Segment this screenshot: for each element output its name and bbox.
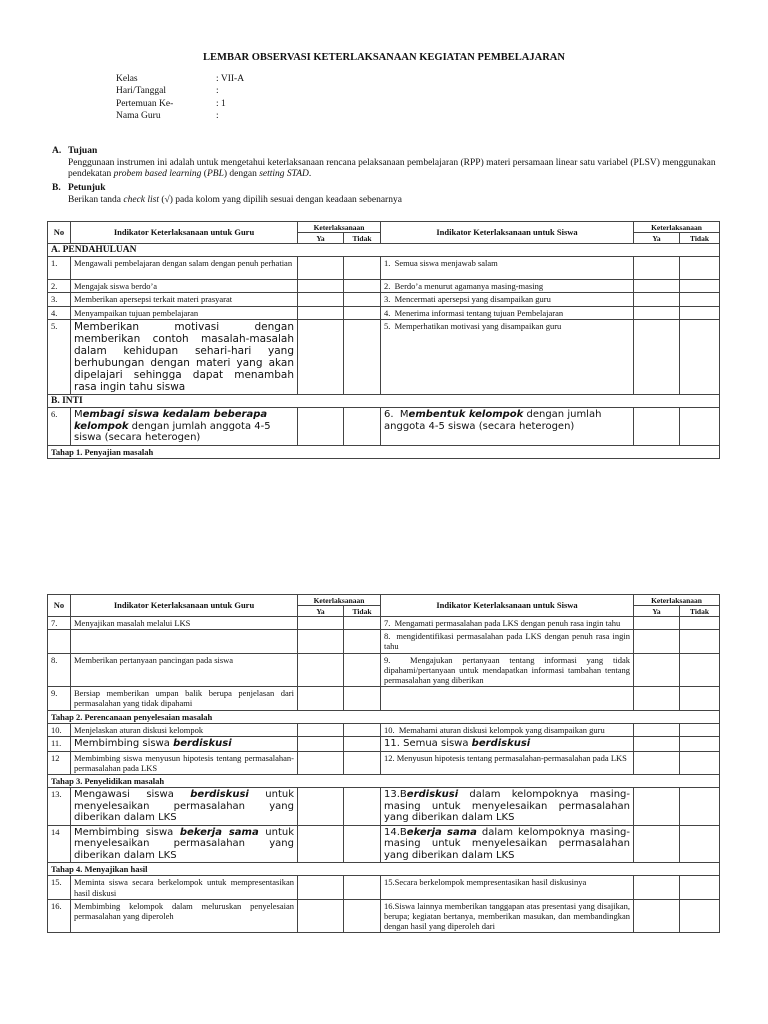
check-cell-tidak[interactable] — [680, 737, 720, 752]
empty-cell — [381, 687, 634, 710]
check-cell-tidak[interactable] — [344, 825, 381, 863]
row-number: 11. — [384, 738, 400, 750]
check-cell-tidak[interactable] — [680, 876, 720, 899]
check-cell-tidak[interactable] — [680, 257, 720, 280]
meta-label: Hari/Tanggal — [116, 86, 166, 97]
table-row — [48, 653, 720, 687]
table-row — [48, 617, 720, 630]
text-em: setting STAD — [259, 169, 309, 179]
table-row — [48, 899, 720, 933]
text: ) dengan — [223, 169, 260, 179]
guru-indicator — [71, 788, 298, 826]
guru-indicator: Mengawali pembelajaran dengan salam dengan penuh perhatian — [71, 257, 298, 280]
row-number: 14 — [48, 825, 71, 863]
check-cell-ya[interactable] — [298, 617, 344, 630]
text: dengan jumlah anggota 4-5 siswa (secara heterogen) — [74, 420, 271, 444]
row-number: 15. — [384, 877, 395, 888]
check-cell-ya[interactable] — [298, 687, 344, 710]
check-cell-ya[interactable] — [634, 899, 680, 933]
row-number: 14. — [384, 826, 400, 838]
text: Penggunaan instrumen ini adalah untuk mengetahui keterlaksanaan rencana pelaksanaan pembelajaran (RPP) materi persamaan linear satu variabel (PLSV) menggunakan pendekatan — [68, 157, 716, 179]
check-cell-ya[interactable] — [634, 630, 680, 653]
check-cell-tidak[interactable] — [344, 306, 381, 319]
header-tidak: Tidak — [344, 233, 381, 244]
guru-indicator: Memberikan motivasi dengan memberikan contoh masalah-masalah dalam kehidupan sehari-hari yang berhubungan dengan materi yang akan dipelajari sehingga dapat menambah rasa ingin tahu siswa — [71, 319, 298, 394]
check-cell-tidak[interactable] — [344, 293, 381, 306]
siswa-indicator — [381, 617, 634, 630]
siswa-indicator — [381, 899, 634, 933]
guru-indicator: Mengajak siswa berdo’a — [71, 280, 298, 293]
check-cell-ya[interactable] — [634, 653, 680, 687]
siswa-indicator — [381, 630, 634, 653]
siswa-indicator — [381, 408, 634, 446]
check-cell-tidak[interactable] — [680, 630, 720, 653]
text-em: berdiskusi — [190, 789, 249, 801]
guru-indicator: Memberikan apersepsi terkait materi prasyarat — [71, 293, 298, 306]
check-cell-ya[interactable] — [298, 788, 344, 826]
guru-indicator: Membimbing kelompok dalam meluruskan penyelesaian permasalahan yang diperoleh — [71, 899, 298, 933]
meta-value: : 1 — [216, 98, 226, 109]
check-cell-tidak[interactable] — [680, 788, 720, 826]
text: . — [308, 169, 312, 179]
siswa-text: Mencermati apersepsi yang disampaikan guru — [394, 294, 551, 305]
check-cell-tidak[interactable] — [344, 630, 381, 653]
table-row — [48, 319, 720, 394]
phase-row — [48, 445, 720, 458]
header-ya: Ya — [298, 606, 344, 617]
siswa-indicator — [381, 257, 634, 280]
guru-indicator: Meminta siswa secara berkelompok untuk mempresentasikan hasil diskusi — [71, 876, 298, 899]
check-cell-tidak[interactable] — [680, 617, 720, 630]
meta-value: : VII-A — [216, 74, 245, 84]
check-cell-ya[interactable] — [298, 280, 344, 293]
check-cell-ya[interactable] — [298, 751, 344, 774]
text: B — [399, 826, 407, 838]
check-cell-tidak[interactable] — [344, 257, 381, 280]
row-number: 5. — [384, 320, 391, 331]
check-cell-ya[interactable] — [298, 319, 344, 394]
check-cell-tidak[interactable] — [680, 306, 720, 319]
guru-indicator: Menyampaikan tujuan pembelajaran — [71, 306, 298, 319]
siswa-indicator — [381, 723, 634, 736]
text: M — [399, 409, 409, 421]
table-row — [48, 280, 720, 293]
phase-row — [48, 710, 720, 723]
section-cell: B. INTI — [48, 394, 720, 407]
meta-info — [116, 73, 244, 123]
observation-table-1 — [47, 221, 720, 459]
row-number: 2. — [48, 280, 71, 293]
text: Membimbing siswa — [74, 738, 174, 750]
row-number: 9. — [384, 654, 391, 665]
siswa-indicator — [381, 825, 634, 863]
row-number: 8. — [48, 653, 71, 687]
check-cell-ya[interactable] — [634, 751, 680, 774]
check-cell-ya[interactable] — [298, 408, 344, 446]
guru-indicator: Bersiap memberikan umpan balik berupa penjelasan dari permasalahan yang tidak dipahami — [71, 687, 298, 710]
check-cell-tidak[interactable] — [344, 319, 381, 394]
check-cell-tidak[interactable] — [344, 788, 381, 826]
row-number: 12. — [384, 752, 395, 763]
empty-cell — [71, 630, 298, 653]
siswa-indicator — [381, 788, 634, 826]
table-row — [48, 825, 720, 863]
siswa-indicator — [381, 319, 634, 394]
section-heading — [52, 146, 720, 158]
check-cell-tidak[interactable] — [680, 319, 720, 394]
row-number: 16. — [48, 899, 71, 933]
guru-indicator: Menjelaskan aturan diskusi kelompok — [71, 723, 298, 736]
meta-value: : — [216, 86, 219, 97]
text: dengan jumlah anggota 4-5 siswa (secara heterogen) — [384, 409, 602, 432]
siswa-text: Menyusun hipotesis tentang permasalahan-permasalahan pada LKS — [396, 752, 627, 763]
check-cell-ya[interactable] — [634, 876, 680, 899]
check-cell-ya[interactable] — [634, 293, 680, 306]
row-number: 8. — [384, 631, 391, 642]
siswa-indicator — [381, 737, 634, 752]
row-number: 9. — [48, 687, 71, 710]
check-cell-tidak[interactable] — [680, 825, 720, 863]
check-cell-tidak[interactable] — [344, 687, 381, 710]
check-cell-tidak[interactable] — [344, 751, 381, 774]
meta-value: : — [216, 111, 219, 122]
text: dalam kelompoknya masing-masing untuk menyelesaikan permasalahan yang diberikan dalam LKS — [384, 826, 630, 861]
text: dalam kelompoknya masing-masing untuk menyelesaikan permasalahan yang diberikan dalam LKS — [384, 789, 630, 824]
header-tidak: Tidak — [344, 606, 381, 617]
row-number: 1. — [384, 258, 391, 269]
check-cell-tidak[interactable] — [680, 751, 720, 774]
table-row — [48, 788, 720, 826]
section-cell: A. PENDAHULUAN — [48, 244, 720, 257]
row-number: 7. — [384, 618, 391, 628]
text: untuk menyelesaikan permasalahan yang diberikan dalam LKS — [74, 789, 294, 824]
row-number: 12 — [48, 751, 71, 774]
header-no: No — [48, 222, 71, 244]
table-row — [48, 630, 720, 653]
row-number: 2. — [384, 281, 391, 292]
section-heading — [52, 183, 720, 195]
table-row — [48, 293, 720, 306]
header-ya: Ya — [298, 233, 344, 244]
table-row — [48, 876, 720, 899]
text-em: ekerja sama — [406, 826, 477, 838]
check-cell-ya[interactable] — [298, 876, 344, 899]
siswa-text: Secara berkelompok mempresentasikan hasil diskusinya — [394, 877, 587, 888]
table-row — [48, 737, 720, 752]
text-em: embentuk kelompok — [408, 409, 524, 421]
header-keterlaksanaan: Keterlaksanaan — [634, 222, 720, 233]
siswa-indicator — [381, 653, 634, 687]
text: Mengawasi siswa — [74, 789, 191, 801]
row-number: 1. — [48, 257, 71, 280]
row-number: 4. — [384, 307, 391, 318]
header-siswa: Indikator Keterlaksanaan untuk Siswa — [381, 595, 634, 617]
meta-row-pertemuan — [116, 98, 244, 110]
check-cell-ya[interactable] — [298, 293, 344, 306]
row-number: 10. — [48, 723, 71, 736]
guru-indicator: Membimbing siswa menyusun hipotesis tentang permasalahan-permasalahan pada LKS — [71, 751, 298, 774]
header-guru: Indikator Keterlaksanaan untuk Guru — [71, 595, 298, 617]
check-cell-ya[interactable] — [298, 899, 344, 933]
header-keterlaksanaan: Keterlaksanaan — [298, 595, 381, 606]
header-no: No — [48, 595, 71, 617]
guru-indicator: Menyajikan masalah melalui LKS — [71, 617, 298, 630]
text: B — [399, 789, 407, 801]
header-keterlaksanaan: Keterlaksanaan — [298, 222, 381, 233]
check-cell-tidak[interactable] — [344, 408, 381, 446]
check-cell-tidak[interactable] — [344, 653, 381, 687]
check-cell-ya[interactable] — [298, 306, 344, 319]
meta-label: Pertemuan Ke- — [116, 98, 174, 109]
row-number: 6. — [48, 408, 71, 446]
check-cell-ya[interactable] — [634, 723, 680, 736]
phase-cell: Tahap 4. Menyajikan hasil — [48, 863, 720, 876]
check-cell-ya[interactable] — [634, 687, 680, 710]
phase-row — [48, 774, 720, 787]
observation-table-2 — [47, 594, 720, 933]
text: Membimbing siswa — [74, 826, 180, 838]
phase-row — [48, 863, 720, 876]
siswa-text: Semua siswa menjawab salam — [394, 258, 498, 269]
check-cell-tidak[interactable] — [344, 737, 381, 752]
check-cell-tidak[interactable] — [680, 293, 720, 306]
check-cell-ya[interactable] — [634, 825, 680, 863]
siswa-text: Memahami aturan diskusi kelompok yang disampaikan guru — [398, 724, 605, 735]
header-siswa: Indikator Keterlaksanaan untuk Siswa — [381, 222, 634, 244]
phase-cell: Tahap 3. Penyelidikan masalah — [48, 774, 720, 787]
siswa-indicator — [381, 751, 634, 774]
section-row — [48, 244, 720, 257]
check-cell-tidak[interactable] — [680, 723, 720, 736]
text: Berikan tanda — [68, 194, 124, 205]
table-row — [48, 751, 720, 774]
text-em: erdiskusi — [406, 789, 459, 801]
table-row — [48, 408, 720, 446]
section-tujuan — [52, 146, 720, 181]
page-title: LEMBAR OBSERVASI KETERLAKSANAAN KEGIATAN PEMBELAJARAN — [203, 52, 565, 63]
check-cell-tidak[interactable] — [680, 408, 720, 446]
text: Semua siswa — [403, 738, 472, 750]
row-number: 15. — [48, 876, 71, 899]
header-ya: Ya — [634, 233, 680, 244]
row-number: 4. — [48, 306, 71, 319]
row-number: 7. — [48, 617, 71, 630]
section-petunjuk — [52, 183, 720, 206]
siswa-text: Siswa lainnya memberikan tanggapan atas presentasi yang disajikan, berupa; kegiatan bertanya, memberikan masukan, dan membandingkan dengan hasil yang diperoleh dari — [384, 900, 630, 932]
siswa-text: Memperhatikan motivasi yang disampaikan guru — [394, 320, 562, 331]
check-cell-ya[interactable] — [298, 825, 344, 863]
row-number: 6. — [384, 409, 394, 421]
check-cell-ya[interactable] — [634, 280, 680, 293]
siswa-indicator — [381, 293, 634, 306]
check-cell-ya[interactable] — [298, 723, 344, 736]
check-cell-tidak[interactable] — [680, 653, 720, 687]
check-cell-ya[interactable] — [298, 257, 344, 280]
check-cell-tidak[interactable] — [344, 876, 381, 899]
text-em: PBL — [206, 169, 224, 179]
section-body — [52, 195, 720, 207]
check-cell-tidak[interactable] — [680, 280, 720, 293]
phase-cell: Tahap 2. Perencanaan penyelesaian masalah — [48, 710, 720, 723]
text-em: berdiskusi — [173, 738, 232, 750]
siswa-indicator — [381, 306, 634, 319]
row-number: 13. — [48, 788, 71, 826]
text: ( — [201, 169, 207, 179]
check-cell-ya[interactable] — [634, 737, 680, 752]
siswa-text: Mengajukan pertanyaan tentang informasi yang tidak dipahami/pertanyaan untuk mendapatkan informasi tambahan tentang permasalahan yang diberikan — [384, 654, 630, 686]
text: M — [74, 409, 83, 421]
empty-cell — [48, 630, 71, 653]
check-cell-tidak[interactable] — [344, 280, 381, 293]
section-body — [52, 158, 720, 181]
meta-row-hari — [116, 85, 244, 97]
text-em: berdiskusi — [471, 738, 531, 750]
row-number: 3. — [48, 293, 71, 306]
table-row — [48, 257, 720, 280]
section-row — [48, 394, 720, 407]
text-em: bekerja sama — [179, 826, 259, 838]
guru-indicator — [71, 825, 298, 863]
table-row — [48, 687, 720, 710]
siswa-text: Berdo’a menurut agamanya masing-masing — [394, 281, 544, 292]
row-number: 11. — [48, 737, 71, 752]
siswa-indicator — [381, 876, 634, 899]
check-cell-tidak[interactable] — [680, 687, 720, 710]
header-keterlaksanaan: Keterlaksanaan — [634, 595, 720, 606]
text-em: embagi siswa kedalam beberapa kelompok — [74, 409, 268, 432]
check-cell-tidak[interactable] — [344, 723, 381, 736]
header-ya: Ya — [634, 606, 680, 617]
row-number: 13. — [384, 789, 400, 801]
check-cell-tidak[interactable] — [344, 899, 381, 933]
guru-indicator — [71, 737, 298, 752]
header-tidak: Tidak — [680, 606, 720, 617]
check-cell-tidak[interactable] — [680, 899, 720, 933]
text: untuk menyelesaikan permasalahan yang diberikan dalam LKS — [74, 826, 295, 861]
header-guru: Indikator Keterlaksanaan untuk Guru — [71, 222, 298, 244]
table-row — [48, 723, 720, 736]
row-number: 10. — [384, 724, 395, 735]
section-label: B. — [52, 183, 61, 193]
check-cell-ya[interactable] — [634, 306, 680, 319]
text-em: probem based learning — [113, 169, 202, 179]
guru-indicator: Memberikan pertanyaan pancingan pada siswa — [71, 653, 298, 687]
meta-row-guru — [116, 110, 244, 122]
check-cell-ya[interactable] — [634, 617, 680, 630]
check-cell-ya[interactable] — [634, 257, 680, 280]
table-row — [48, 306, 720, 319]
meta-row-kelas — [116, 73, 244, 85]
row-number: 16. — [384, 900, 395, 911]
siswa-text: mengidentifikasi permasalahan pada LKS dengan penuh rasa ingin tahu — [384, 631, 630, 652]
meta-label: Kelas — [116, 74, 138, 84]
check-cell-ya[interactable] — [634, 319, 680, 394]
check-cell-ya[interactable] — [634, 788, 680, 826]
guru-indicator — [71, 408, 298, 446]
section-title: Tujuan — [68, 146, 98, 156]
siswa-indicator — [381, 280, 634, 293]
siswa-text: Menerima informasi tentang tujuan Pembelajaran — [394, 307, 564, 318]
check-cell-ya[interactable] — [298, 653, 344, 687]
phase-cell: Tahap 1. Penyajian masalah — [48, 445, 720, 458]
section-label: A. — [52, 146, 62, 156]
row-number: 3. — [384, 294, 391, 305]
text: (√) pada kolom yang dipilih sesuai dengan keadaan sebenarnya — [159, 194, 402, 205]
section-title: Petunjuk — [68, 183, 106, 193]
check-cell-ya[interactable] — [298, 630, 344, 653]
check-cell-ya[interactable] — [634, 408, 680, 446]
header-tidak: Tidak — [680, 233, 720, 244]
text-em: check list — [123, 194, 160, 205]
meta-label: Nama Guru — [116, 111, 161, 122]
check-cell-ya[interactable] — [298, 737, 344, 752]
siswa-text: Mengamati permasalahan pada LKS dengan penuh rasa ingin tahu — [394, 618, 621, 628]
check-cell-tidak[interactable] — [344, 617, 381, 630]
row-number: 5. — [48, 319, 71, 394]
